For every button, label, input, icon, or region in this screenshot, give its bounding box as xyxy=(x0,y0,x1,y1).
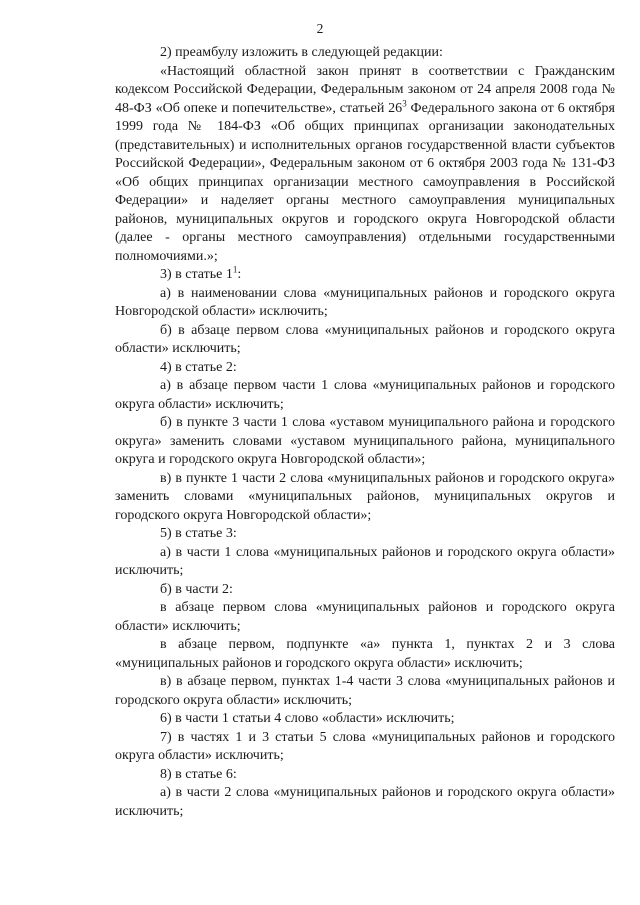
paragraph-text: в) в абзаце первом, пунктах 1-4 части 3 слова «муниципальных районов и городского округа области» исключить; xyxy=(115,674,615,708)
paragraph xyxy=(115,322,615,359)
paragraph xyxy=(115,581,615,600)
paragraph-text: а) в части 2 слова «муниципальных районов и городского округа области» исключить; xyxy=(115,785,615,819)
paragraph-text: 4) в статье 2: xyxy=(160,359,237,375)
paragraph-text: 6) в части 1 статьи 4 слово «области» исключить; xyxy=(160,711,455,726)
paragraph xyxy=(115,285,615,322)
paragraph xyxy=(115,44,615,63)
paragraph xyxy=(115,525,615,544)
page-number: 2 xyxy=(316,21,324,36)
paragraph-text: б) в части 2: xyxy=(160,581,233,597)
paragraph xyxy=(115,359,615,378)
paragraph-text: б) в пункте 3 части 1 слова «уставом муниципального района и городского округа» заменить словами «уставом муниципального района, муниципального округа и городского округа Новгородской области»; xyxy=(115,415,615,467)
paragraph xyxy=(115,470,615,526)
paragraph xyxy=(115,784,615,821)
superscript: 1 xyxy=(232,264,238,275)
paragraph-text: а) в наименовании слова «муниципальных районов и городского округа Новгородской области» исключить; xyxy=(115,285,615,319)
paragraph xyxy=(115,729,615,766)
paragraph-text: 5) в статье 3: xyxy=(160,526,237,541)
paragraph xyxy=(115,63,615,267)
paragraph xyxy=(115,710,615,729)
paragraph-text: 2) преамбулу изложить в следующей редакции: xyxy=(160,45,443,60)
document-body xyxy=(115,44,615,821)
paragraph-text: «Настоящий областной закон принят в соответствии с Гражданским кодексом Российской Федерации, Федеральным законом от 24 апреля 2008 года № 48-ФЗ «Об опеке и попечительстве», статьей 26 xyxy=(115,63,615,116)
paragraph-text: 7) в частях 1 и 3 статьи 5 слова «муниципальных районов и городского округа области» исключить; xyxy=(115,729,615,763)
superscript: 3 xyxy=(402,97,407,108)
paragraph xyxy=(115,414,615,470)
paragraph-text: в абзаце первом слова «муниципальных районов и городского округа области» исключить; xyxy=(115,600,615,634)
paragraph-text: а) в части 1 слова «муниципальных районов и городского округа области» исключить; xyxy=(115,544,615,578)
paragraph xyxy=(115,636,615,673)
paragraph xyxy=(115,266,615,285)
paragraph-text: в абзаце первом, подпункте «а» пункта 1, пунктах 2 и 3 слова «муниципальных районов и городского округа области» исключить; xyxy=(115,637,615,671)
paragraph-text: б) в абзаце первом слова «муниципальных районов и городского округа области» исключить; xyxy=(115,322,615,356)
paragraph xyxy=(115,544,615,581)
paragraph-text: в) в пункте 1 части 2 слова «муниципальных районов и городского округа» заменить словами «муниципальных районов, муниципальных округов и городского округа Новгородской области»; xyxy=(115,470,615,523)
paragraph-text: 3) в статье 1 xyxy=(160,267,233,282)
paragraph-text: а) в абзаце первом части 1 слова «муниципальных районов и городского округа области» исключить; xyxy=(115,378,615,412)
paragraph xyxy=(115,673,615,710)
paragraph xyxy=(115,377,615,414)
paragraph-text-continued: : xyxy=(237,267,242,282)
paragraph-text-continued: Федерального закона от 6 октября 1999 года № 184-ФЗ «Об общих принципах организации законодательных (представительных) и исполнительных органов государственной власти субъектов Российской Федерации», Федеральным законом от 6 октября 2003 года № 131-ФЗ «Об общих принципах организации местного самоуправления в Российской Федерации» и наделяет органы местного самоуправления муниципальных районов, муниципальных округов и городского округа Новгородской области (далее - органы местного самоуправления) отдельными государственными полномочиями.»; xyxy=(115,100,615,264)
paragraph xyxy=(115,766,615,785)
paragraph-text: 8) в статье 6: xyxy=(160,766,237,782)
paragraph xyxy=(115,599,615,636)
